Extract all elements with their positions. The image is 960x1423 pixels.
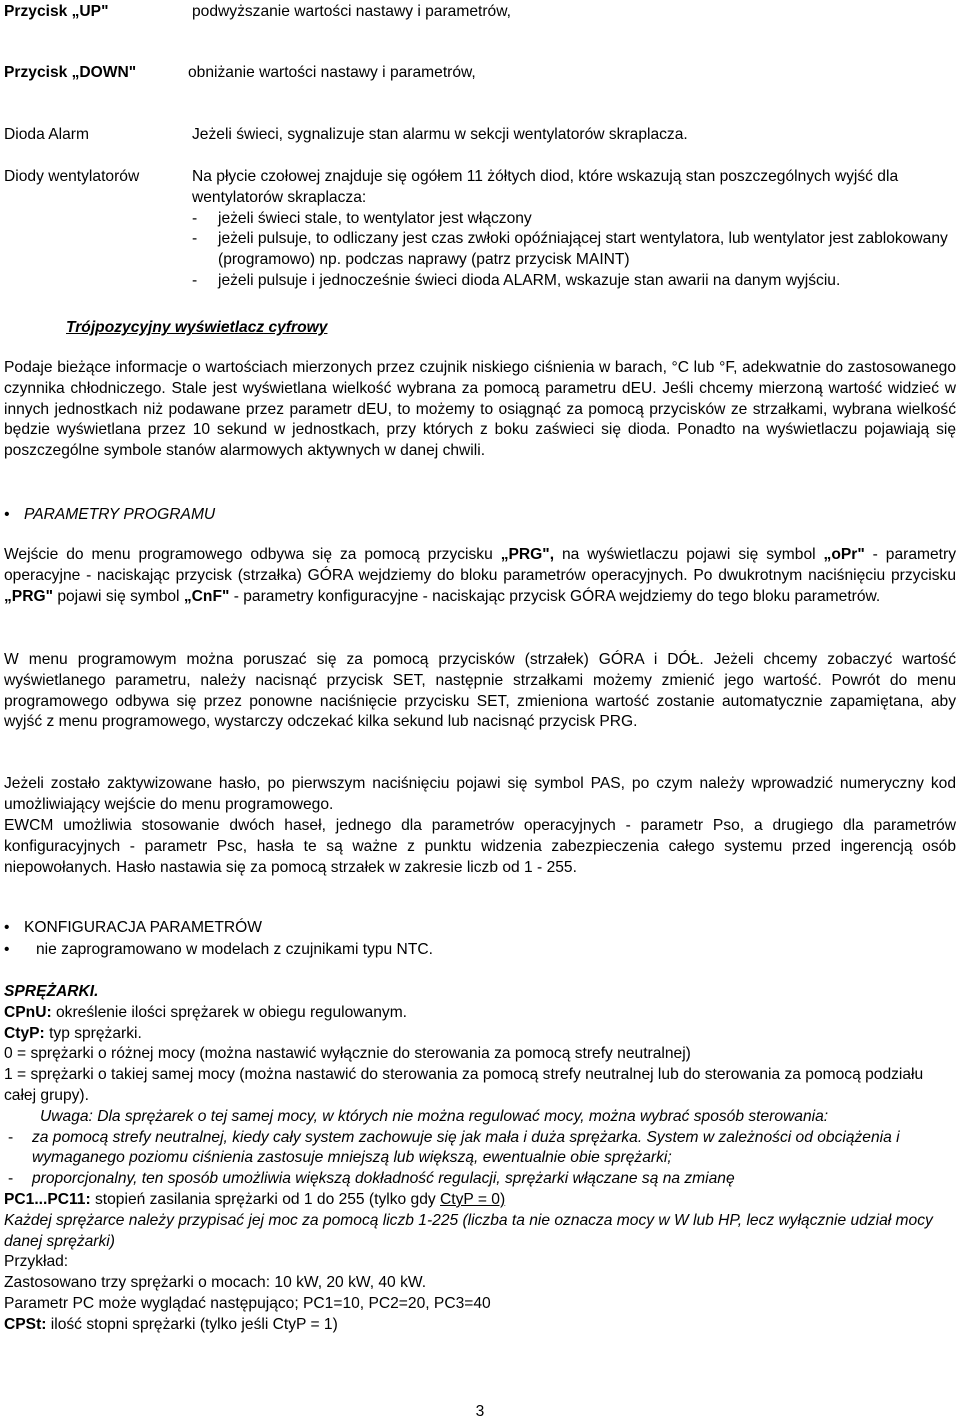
example-line-2: Parametr PC może wyglądać następująco; PC1=10, PC2=20, PC3=40 xyxy=(4,1294,491,1312)
page-number: 3 xyxy=(475,1403,485,1420)
config-note: • nie zaprogramowano w modelach z czujnikami typu NTC. xyxy=(4,941,433,958)
program-params-paragraph-1: Wejście do menu programowego odbywa się za pomocą przycisku „PRG", na wyświetlaczu pojawi się symbol „oPr" - parametry operacyjne - naciskając przycisk (strzałka) GÓRA wejdziemy do bloku parametrów operacyjnych. Po dwukrotnym naciśnięciu przycisku „PRG" pojawi się symbol „CnF" - parametry konfiguracyjne - naciskając przycisk GÓRA wejdziemy do tego bloku parametrów. xyxy=(4,546,956,605)
control-mode-item: - za pomocą strefy neutralnej, kiedy cały system zachowuje się jak mała i duża sprężarka. System w zależności od obciążenia i wymaganego poziomu ciśnienia zastosuje mniejszą lub większą, ewentualnie obie sprężarki; xyxy=(8,1128,900,1167)
term-alarm-led: Dioda Alarm xyxy=(4,126,89,143)
param-pc: PC1...PC11: stopień zasilania sprężarki od 1 do 255 (tylko gdy CtyP = 0) xyxy=(4,1190,506,1208)
display-section-heading: Trójpozycyjny wyświetlacz cyfrowy xyxy=(66,319,328,336)
compressors-section xyxy=(4,982,956,1336)
program-params-paragraph-2: W menu programowym można poruszać się za pomocą przycisków (strzałek) GÓRA i DÓŁ. Jeżeli chcemy zobaczyć wartość wyświetlanego parametru, należy nacisnąć przycisk SET, następnie strzałkami możemy zmienić jego wartość. Powrót do menu programowego odbywa się przez ponowne naciśnięcie przycisku SET, zmieniona wartość zostanie automatycznie zapamiętana, aby wyjść z menu programowego, wystarczy odczekać kilka sekund lub nacisnąć przycisk PRG. xyxy=(4,651,956,731)
term-fan-leds: Diody wentylatorów xyxy=(4,168,140,185)
desc-fan-leds xyxy=(192,167,952,292)
ctyp-note: Uwaga: Dla sprężarek o tej samej mocy, w których nie można regulować mocy, można wybrać sposób sterowania: xyxy=(40,1107,829,1125)
control-mode-item: - proporcjonalny, ten sposób umożliwia większą dokładność regulacji, sprężarki włączane są na zmianę xyxy=(8,1170,735,1188)
program-params-paragraph-3: Jeżeli zostało zaktywizowane hasło, po pierwszym naciśnięciu pojawi się symbol PAS, po czym należy wprowadzić numeryczny kod umożliwiający wejście do menu programowego. xyxy=(4,775,956,813)
compressors-heading: SPRĘŻARKI. xyxy=(4,983,99,1000)
desc-alarm-led: Jeżeli świeci, sygnalizuje stan alarmu w sekcji wentylatorów skraplacza. xyxy=(192,126,688,143)
fan-led-state-item: - jeżeli świeci stale, to wentylator jest włączony xyxy=(192,209,532,227)
display-section-paragraph: Podaje bieżące informacje o wartościach mierzonych przez czujnik niskiego ciśnienia w barach, °C lub °F, adekwatnie do zastosowanego czynnika chłodniczego. Stale jest wyświetlana wielkość wybrana za pomocą parametru dEU. Jeśli chcemy mierzoną wartość widzieć w innych jednostkach niż podawane przez parametr dEU, to możemy to osiągnąć za pomocą przycisków ze strzałkami, wybrana wielkość będzie wyświetlana przez 10 sekund w jednostkach, przy których z boku zaświeci się dioda. Ponadto na wyświetlaczu pojawiają się poszczególne symbole stanów alarmowych aktywnych w danej chwili. xyxy=(4,359,956,460)
fan-led-state-item: - jeżeli pulsuje i jednocześnie świeci dioda ALARM, wskazuje stan awarii na danym wyjściu. xyxy=(192,271,841,289)
example-line-1: Zastosowano trzy sprężarki o mocach: 10 kW, 20 kW, 40 kW. xyxy=(4,1274,427,1292)
param-ctyp: CtyP: typ sprężarki. xyxy=(4,1024,142,1042)
example-label: Przykład: xyxy=(4,1253,69,1271)
program-params-paragraph-4: EWCM umożliwia stosowanie dwóch haseł, jednego dla parametrów operacyjnych - parametr Pso, a drugiego dla parametrów konfiguracyjnych - parametr Psc, hasła te są ważne z punktu widzenia zabezpieczenia całego systemu przed ingerencją osób niepowołanych. Hasło nastawia się za pomocą strzałek w zakresie liczb od 1 - 255. xyxy=(4,817,956,876)
ctyp-option-1: 1 = sprężarki o takiej samej mocy (można nastawić do sterowania za pomocą strefy neutralnej lub do sterowania za pomocą podziału całej grupy). xyxy=(4,1066,924,1104)
ctyp-option-0: 0 = sprężarki o różnej mocy (można nastawić wyłącznie do sterowania za pomocą strefy neutralnej) xyxy=(4,1045,691,1063)
param-cpnu: CPnU: określenie ilości sprężarek w obiegu regulowanym. xyxy=(4,1003,408,1021)
pc-note: Każdej sprężarce należy przypisać jej moc za pomocą liczb 1-225 (liczba ta nie oznacza mocy w W lub HP, lecz wyłącznie udział mocy danej sprężarki) xyxy=(4,1211,933,1250)
term-up-button: Przycisk „UP" xyxy=(4,3,109,20)
fan-leds-intro: Na płycie czołowej znajduje się ogółem 11 żółtych diod, które wskazują stan poszczególnych wyjść dla wentylatorów skraplacza: xyxy=(192,168,899,206)
desc-down-button: obniżanie wartości nastawy i parametrów, xyxy=(188,64,476,81)
program-params-heading: • PARAMETRY PROGRAMU xyxy=(4,506,216,523)
desc-up-button: podwyższanie wartości nastawy i parametrów, xyxy=(192,3,511,20)
config-heading: • KONFIGURACJA PARAMETRÓW xyxy=(4,919,262,936)
fan-led-state-item: - jeżeli pulsuje, to odliczany jest czas zwłoki opóźniającej start wentylatora, lub wentylator jest zablokowany (programowo) np. podczas naprawy (patrz przycisk MAINT) xyxy=(192,230,948,269)
param-cpst: CPSt: ilość stopni sprężarki (tylko jeśli CtyP = 1) xyxy=(4,1315,338,1333)
term-down-button: Przycisk „DOWN" xyxy=(4,64,137,81)
